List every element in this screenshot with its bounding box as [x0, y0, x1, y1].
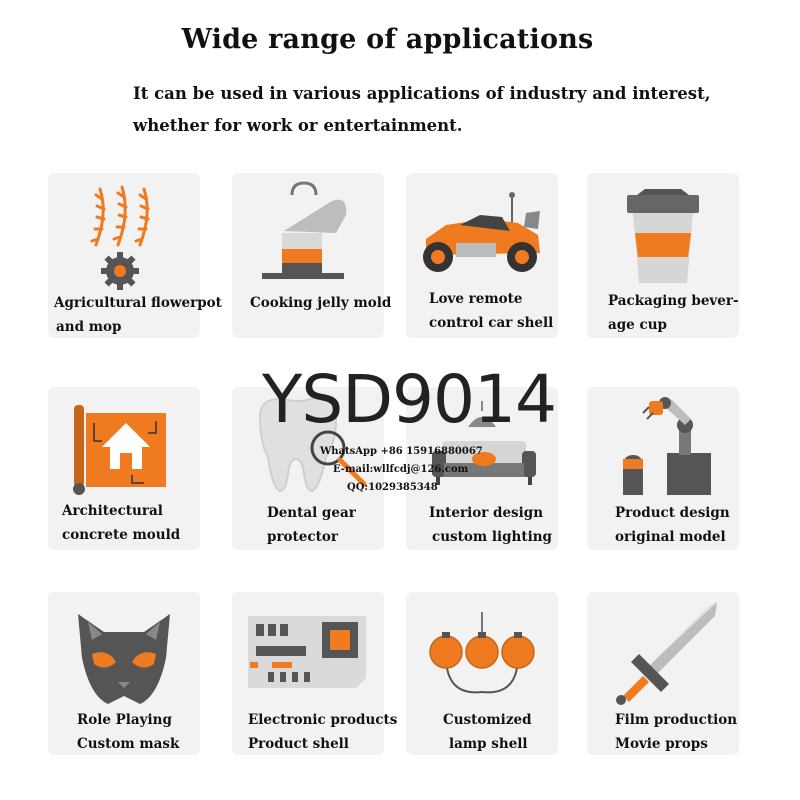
- card-agricultural: [48, 173, 222, 338]
- card-label: Interior design custom lighting: [429, 505, 552, 545]
- card-architectural: [48, 387, 200, 550]
- subtitle-line-1: It can be used in various applications of industry and interest,: [133, 84, 711, 103]
- watermark-qq: QQ:1029385348: [347, 482, 438, 493]
- watermark-email: E-mail:wllfcdj@126.com: [333, 464, 469, 475]
- subtitle-line-2: whether for work or entertainment.: [133, 116, 463, 135]
- card-label: Film production Movie props: [615, 712, 738, 752]
- page-subtitle: [133, 78, 733, 142]
- card-label: Role Playing Custom mask: [77, 712, 180, 752]
- card-electronic: [232, 592, 398, 755]
- card-label: Cooking jelly mold: [250, 295, 392, 311]
- watermark-code: YSD9014: [262, 361, 556, 438]
- card-label: Electronic products Product shell: [248, 712, 398, 752]
- card-film: [587, 592, 739, 755]
- card-role-playing: [48, 592, 200, 755]
- card-lamps: [406, 592, 558, 755]
- card-label: Customized lamp shell: [443, 712, 532, 752]
- watermark-whatsapp: WhatsApp +86 15916880067: [320, 446, 483, 457]
- page-title: Wide range of applications: [181, 24, 594, 55]
- card-label: Love remote control car shell: [429, 291, 554, 331]
- card-jelly-mold: [232, 173, 392, 338]
- card-label: Packaging bever- age cup: [608, 293, 739, 333]
- card-label: Dental gear protector: [267, 505, 356, 545]
- card-rc-car: [406, 173, 558, 338]
- card-beverage-cup: [587, 173, 739, 338]
- card-label: Architectural concrete mould: [62, 503, 181, 543]
- card-label: Agricultural flowerpot and mop: [54, 295, 222, 335]
- card-label: Product design original model: [615, 505, 730, 545]
- card-product-design: [587, 387, 739, 550]
